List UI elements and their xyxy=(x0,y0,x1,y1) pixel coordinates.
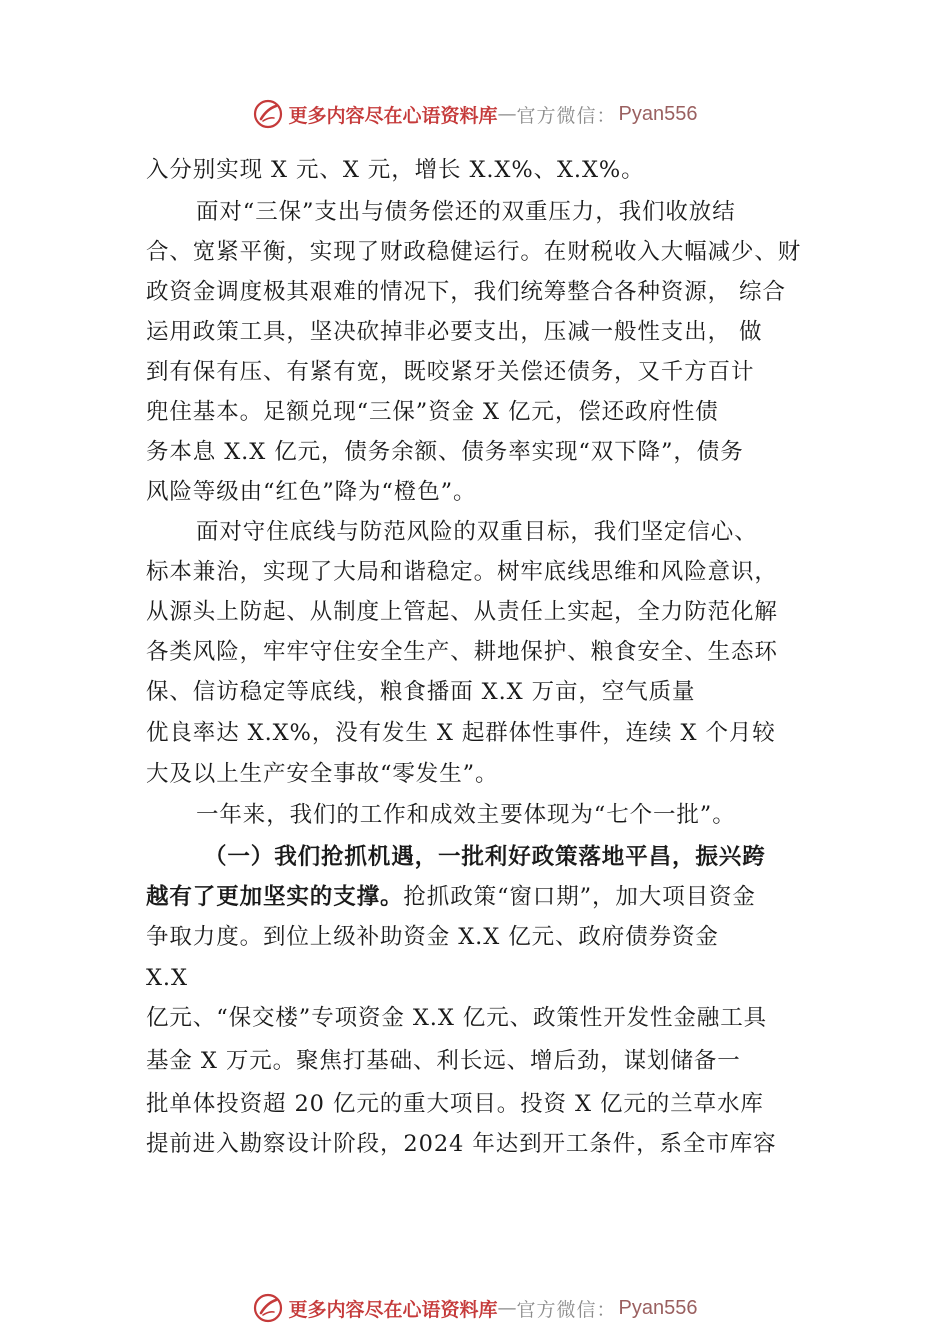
body-line: 保、信访稳定等底线，粮食播面 X.X 万亩，空气质量 xyxy=(146,679,696,705)
body-line: 合、宽紧平衡，实现了财政稳健运行。在财税收入大幅减少、财 xyxy=(146,239,802,265)
section-heading-tail: 越有了更加坚实的支撑。 xyxy=(146,884,404,910)
body-line: 优良率达 X.X%，没有发生 X 起群体性事件，连续 X 个月较 xyxy=(146,720,776,746)
banner-wechat-label: 官方微信： xyxy=(516,1298,617,1321)
banner-wechat-id: Pyan556 xyxy=(618,1296,698,1319)
body-text: 抢抓政策“窗口期”，加大项目资金 xyxy=(403,884,756,910)
banner-wechat-label: 官方微信： xyxy=(516,104,617,127)
ink-brush-logo-icon xyxy=(253,1293,283,1323)
section-heading-line: （一）我们抢抓机遇，一批利好政策落地平昌，振兴跨 xyxy=(204,844,766,870)
body-line: 兜住基本。足额兑现“三保”资金 X 亿元，偿还政府性债 xyxy=(146,399,719,425)
paragraph-first-line: 面对“三保”支出与债务偿还的双重压力，我们收放结 xyxy=(196,199,736,225)
banner-separator: — xyxy=(497,1297,517,1319)
body-line: 标本兼治，实现了大局和谐稳定。树牢底线思维和风险意识， xyxy=(146,559,778,585)
body-line: 到有保有压、有紧有宽，既咬紧牙关偿还债务，又千方百计 xyxy=(146,359,755,385)
watermark-banner-top xyxy=(0,94,950,134)
body-line: 入分别实现 X 元、X 元，增长 X.X%、X.X%。 xyxy=(146,157,645,183)
body-line: 批单体投资超 20 亿元的重大项目。投资 X 亿元的兰草水库 xyxy=(146,1091,764,1117)
body-line: 务本息 X.X 亿元，债务余额、债务率实现“双下降”，债务 xyxy=(146,439,744,465)
ink-brush-logo-icon xyxy=(253,99,283,129)
paragraph-first-line: 一年来，我们的工作和成效主要体现为“七个一批”。 xyxy=(196,802,736,828)
body-line: 争取力度。到位上级补助资金 X.X 亿元、政府债券资金 xyxy=(146,924,719,950)
section-heading-continuation xyxy=(146,877,756,917)
paragraph-first-line: 面对守住底线与防范风险的双重目标，我们坚定信心、 xyxy=(196,519,758,545)
body-line: 从源头上防起、从制度上管起、从责任上实起，全力防范化解 xyxy=(146,599,778,625)
body-line: 运用政策工具，坚决砍掉非必要支出，压减一般性支出， 做 xyxy=(146,319,763,345)
watermark-banner-bottom xyxy=(0,1288,950,1328)
body-line: 风险等级由“红色”降为“橙色”。 xyxy=(146,479,477,505)
banner-title: 更多内容尽在心语资料库 xyxy=(288,104,498,127)
body-line: 提前进入勘察设计阶段，2024 年达到开工条件，系全市库容 xyxy=(146,1131,777,1157)
body-line: 各类风险，牢牢守住安全生产、耕地保护、粮食安全、生态环 xyxy=(146,639,778,665)
body-line: 政资金调度极其艰难的情况下，我们统筹整合各种资源， 综合 xyxy=(146,279,786,305)
banner-separator: — xyxy=(497,103,517,125)
body-line: 亿元、“保交楼”专项资金 X.X 亿元、政策性开发性金融工具 xyxy=(146,1005,767,1031)
body-line: X.X xyxy=(146,965,188,991)
banner-wechat-id: Pyan556 xyxy=(618,102,698,125)
body-line: 大及以上生产安全事故“零发生”。 xyxy=(146,761,499,787)
banner-title: 更多内容尽在心语资料库 xyxy=(288,1298,498,1321)
body-line: 基金 X 万元。聚焦打基础、利长远、增后劲，谋划储备一 xyxy=(146,1048,741,1074)
